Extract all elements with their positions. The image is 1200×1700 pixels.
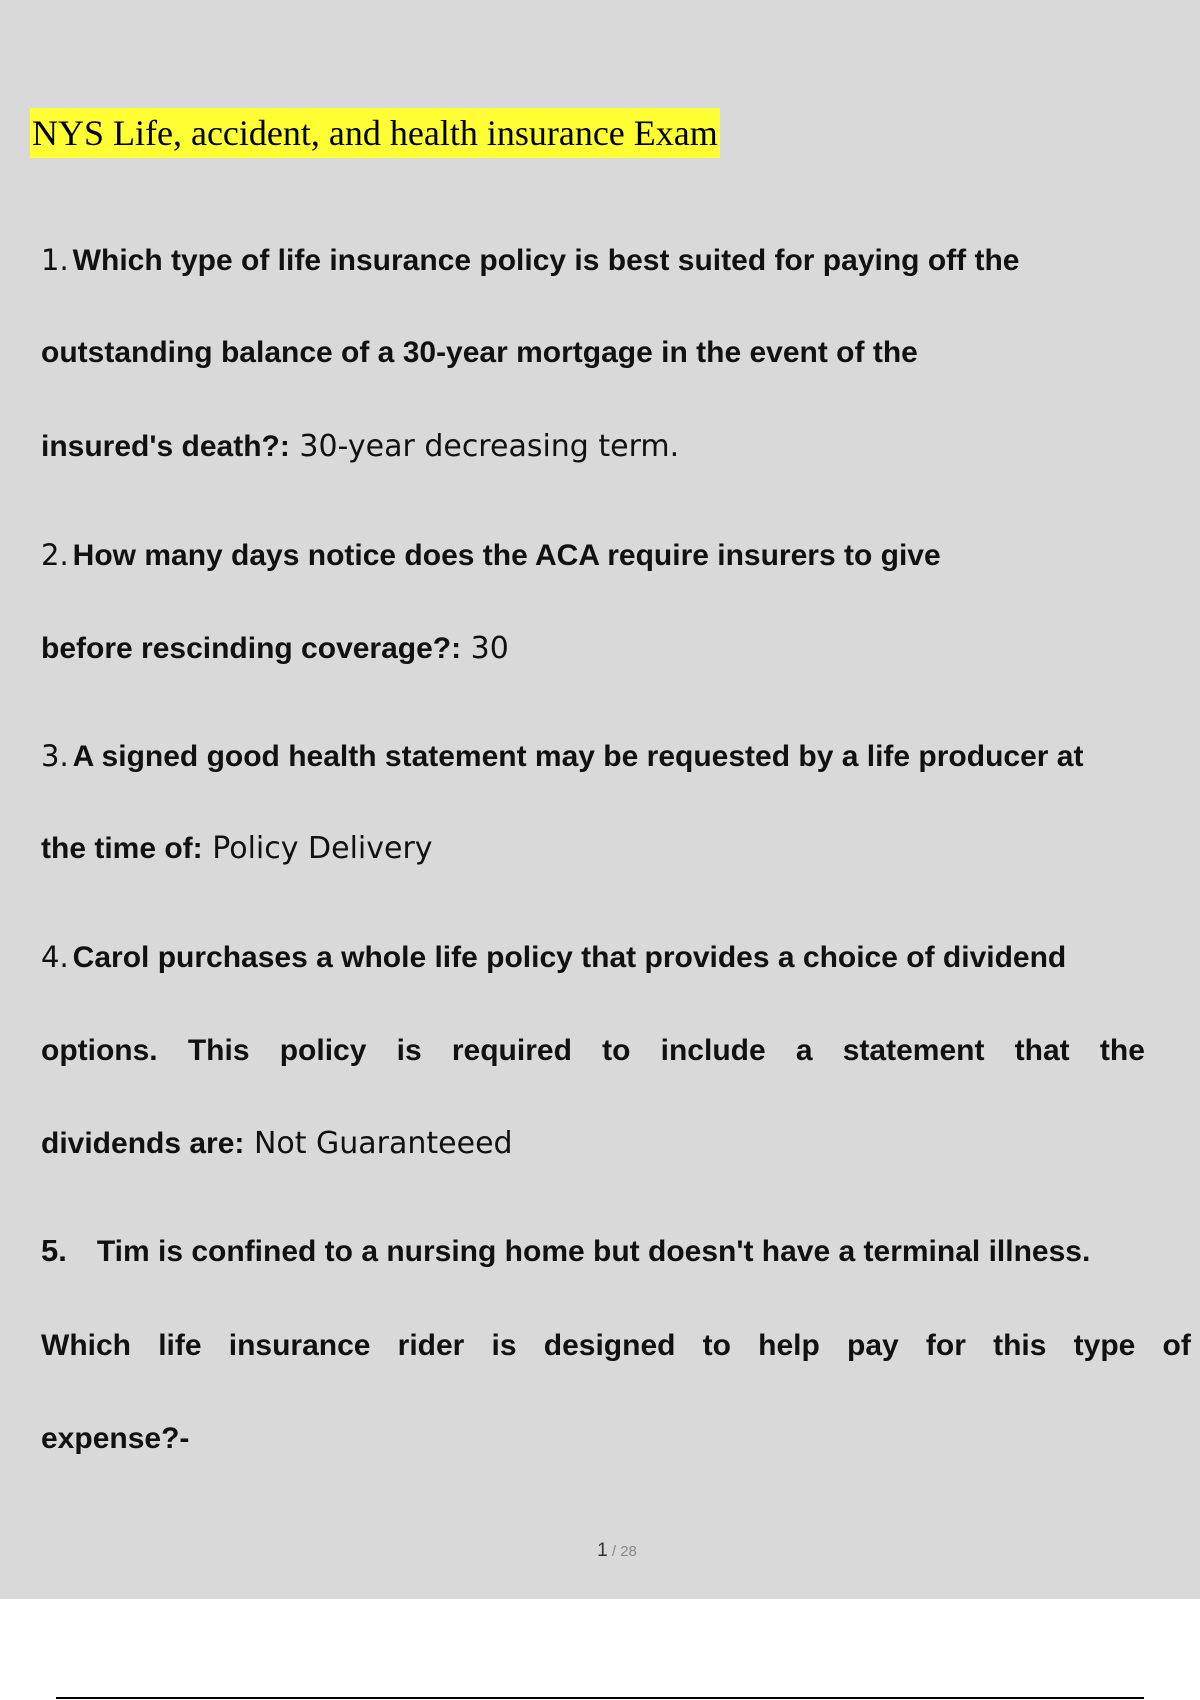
word: rider bbox=[397, 1329, 465, 1362]
word: pay bbox=[847, 1329, 899, 1362]
word: designed bbox=[543, 1329, 676, 1362]
word: this bbox=[993, 1329, 1047, 1362]
question-5-text-1: Tim is confined to a nursing home but doesn't have a terminal illness. bbox=[96, 1235, 1091, 1268]
question-1-text-3: insured's death?: bbox=[41, 430, 290, 463]
question-1-answer: 30-year decreasing term. bbox=[289, 429, 680, 464]
page-current: 1 bbox=[597, 1540, 608, 1561]
word: life bbox=[158, 1329, 202, 1362]
question-2-text-2: before rescinding coverage?: bbox=[41, 632, 462, 665]
question-2-line-2 bbox=[41, 629, 1191, 669]
word: for bbox=[925, 1329, 966, 1362]
word: options. bbox=[41, 1034, 158, 1067]
word: that bbox=[1014, 1034, 1070, 1067]
question-1-text-1: Which type of life insurance policy is best suited for paying off the bbox=[72, 244, 1020, 277]
document-title: NYS Life, accident, and health insurance Exam bbox=[30, 108, 720, 158]
word: to bbox=[702, 1329, 731, 1362]
question-5-text-3: expense?- bbox=[41, 1422, 190, 1455]
question-1-line-1 bbox=[41, 240, 1191, 281]
question-2-number: 2. bbox=[41, 538, 69, 572]
question-3-answer: Policy Delivery bbox=[202, 831, 433, 866]
question-5-number: 5. bbox=[41, 1233, 67, 1268]
word: of bbox=[1162, 1329, 1191, 1362]
word: include bbox=[660, 1034, 766, 1067]
word: the bbox=[1099, 1034, 1145, 1067]
question-4-text-2 bbox=[41, 1031, 1145, 1071]
question-4-answer: Not Guaranteeed bbox=[244, 1126, 513, 1161]
question-5-line-3 bbox=[41, 1419, 1191, 1459]
question-3-text-1: A signed good health statement may be requested by a life producer at bbox=[72, 740, 1084, 773]
word: policy bbox=[279, 1034, 367, 1067]
word: is bbox=[491, 1329, 517, 1362]
page-total: / 28 bbox=[607, 1543, 637, 1560]
word: to bbox=[602, 1034, 631, 1067]
word: statement bbox=[842, 1034, 985, 1067]
question-1-line-2 bbox=[41, 333, 1191, 373]
question-4-line-1 bbox=[41, 937, 1191, 978]
question-3-number: 3. bbox=[41, 739, 69, 773]
question-2-answer: 30 bbox=[461, 631, 509, 666]
question-2-line-1 bbox=[41, 535, 1191, 576]
question-4-text-1: Carol purchases a whole life policy that provides a choice of dividend bbox=[72, 941, 1067, 974]
question-5-line-1 bbox=[41, 1231, 1191, 1272]
word: insurance bbox=[228, 1329, 371, 1362]
question-1-number: 1. bbox=[41, 243, 69, 277]
question-5-text-2 bbox=[41, 1326, 1191, 1366]
question-1-line-3 bbox=[41, 427, 1191, 467]
word: This bbox=[187, 1034, 250, 1067]
question-4-line-3 bbox=[41, 1124, 1191, 1164]
question-3-line-2 bbox=[41, 829, 1191, 869]
word: is bbox=[396, 1034, 422, 1067]
word: type bbox=[1073, 1329, 1136, 1362]
question-1-text-2: outstanding balance of a 30-year mortgage in the event of the bbox=[41, 336, 918, 369]
question-3-text-2: the time of: bbox=[41, 832, 203, 865]
question-3-line-1 bbox=[41, 736, 1191, 777]
word: help bbox=[758, 1329, 820, 1362]
question-5-line-2 bbox=[41, 1326, 1191, 1366]
next-page-divider bbox=[56, 1697, 1144, 1699]
page-indicator bbox=[0, 1540, 1200, 1562]
question-4-text-3: dividends are: bbox=[41, 1127, 245, 1160]
word: Which bbox=[41, 1329, 131, 1362]
word: a bbox=[795, 1034, 813, 1067]
word: required bbox=[451, 1034, 572, 1067]
question-4-number: 4. bbox=[41, 940, 69, 974]
question-2-text-1: How many days notice does the ACA require insurers to give bbox=[72, 539, 941, 572]
question-4-line-2 bbox=[41, 1031, 1191, 1071]
